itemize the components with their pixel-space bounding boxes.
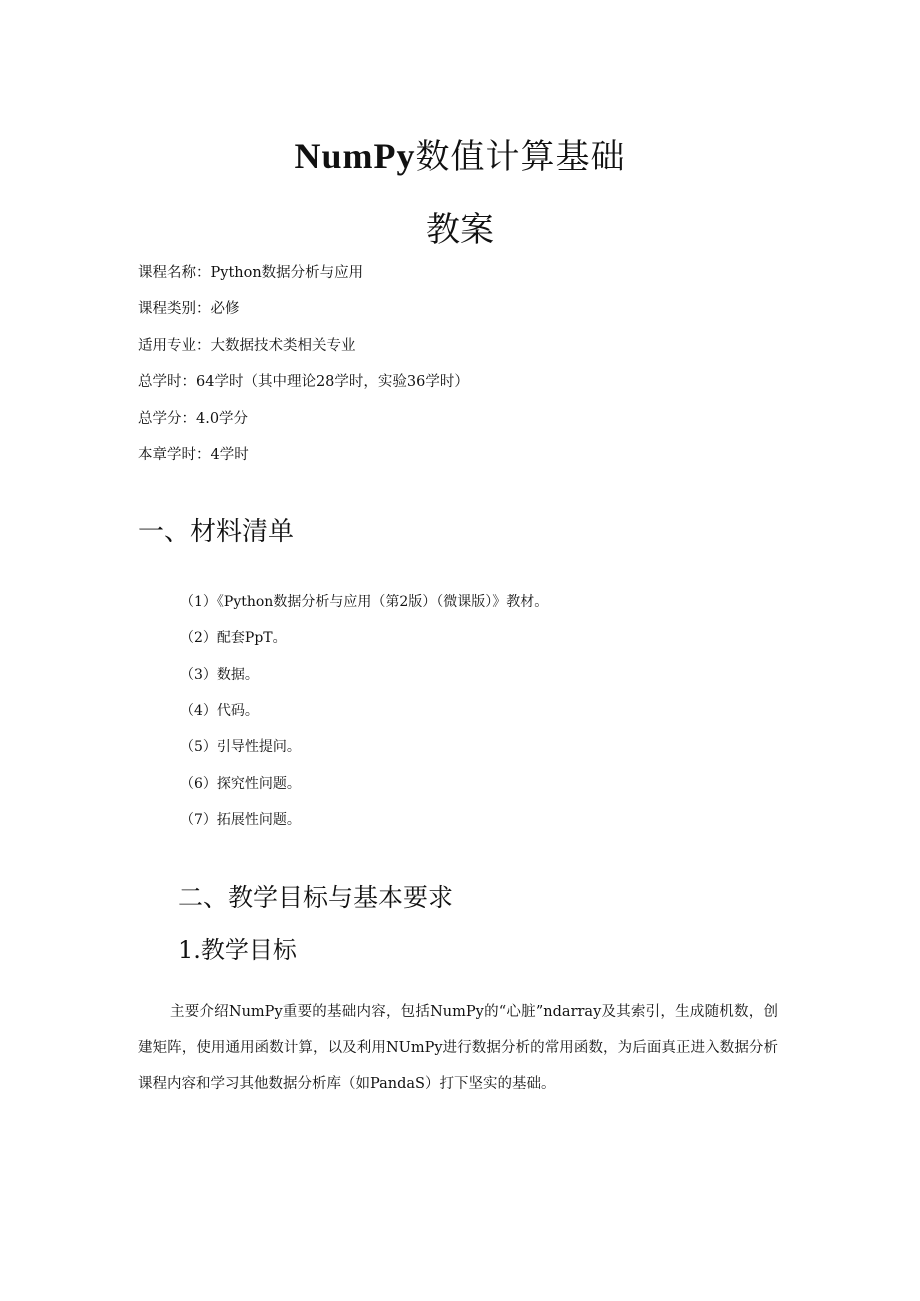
- list-item: （4）代码。: [180, 703, 259, 719]
- meta-total-hours: 总学时：64学时（其中理论28学时，实验36学时）: [138, 374, 469, 390]
- document-title-latin: NumPy: [294, 136, 416, 176]
- document-title: [0, 132, 920, 181]
- meta-course-category: 课程类别：必修: [138, 301, 240, 317]
- meta-course-name: 课程名称：Python数据分析与应用: [138, 265, 364, 281]
- list-item: （2）配套PpT。: [180, 630, 287, 646]
- section2-subheading: 1.教学目标: [178, 936, 297, 964]
- section2-heading: 二、教学目标与基本要求: [178, 883, 454, 912]
- meta-major: 适用专业：大数据技术类相关专业: [138, 338, 356, 354]
- list-item: （7）拓展性问题。: [180, 812, 301, 828]
- list-item: （5）引导性提问。: [180, 739, 301, 755]
- section2-paragraph: 主要介绍NumPy重要的基础内容，包括NumPy的“心脏”ndarray及其索引，生成随机数，创建矩阵，使用通用函数计算，以及利用NUmPy进行数据分析的常用函数，为后面真正进入数据分析课程内容和学习其他数据分析库（如PandaS）打下坚实的基础。: [138, 1004, 778, 1092]
- list-item: （1）《Python数据分析与应用（第2版）（微课版）》教材。: [180, 594, 549, 610]
- list-item: （3）数据。: [180, 667, 259, 683]
- section1-heading: 一、材料清单: [138, 517, 295, 547]
- document-subtitle: 教案: [426, 210, 494, 250]
- document-title-cjk: 数值计算基础: [415, 137, 626, 177]
- meta-total-credits: 总学分：4.0学分: [138, 411, 249, 427]
- meta-chapter-hours: 本章学时：4学时: [138, 447, 249, 463]
- list-item: （6）探究性问题。: [180, 776, 301, 792]
